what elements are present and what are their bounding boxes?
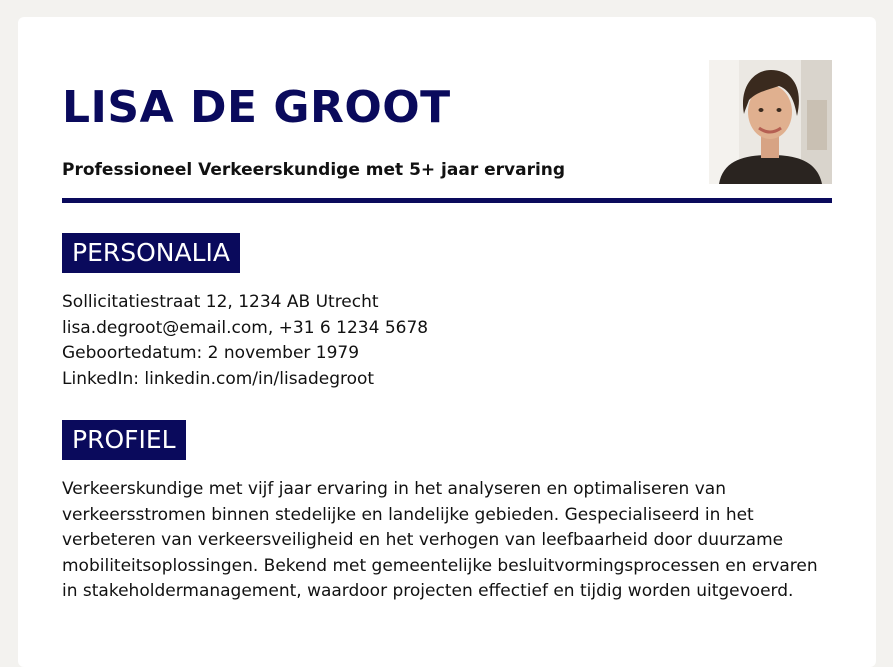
section-heading-personalia: PERSONALIA	[62, 233, 240, 273]
candidate-name: LISA DE GROOT	[62, 82, 451, 133]
profile-summary: Verkeerskundige met vijf jaar ervaring in het analyseren en optimaliseren van verkeersstromen binnen stedelijke en landelijke gebieden. Gespecialiseerd in het verbeteren van verkeersveiligheid en het verhogen van leefbaarheid door duurzame mobiliteitsoplossingen. Bekend met gemeentelijke besluitvormingsprocessen en ervaren in stakeholdermanagement, waardoor projecten effectief en tijdig worden uitgevoerd.	[62, 479, 818, 601]
address-line: Sollicitatiestraat 12, 1234 AB Utrecht	[62, 292, 379, 312]
portrait-image	[709, 60, 832, 184]
header-divider	[62, 198, 832, 203]
professional-headline: Professioneel Verkeerskundige met 5+ jaar ervaring	[62, 160, 566, 180]
email-phone-line: lisa.degroot@email.com, +31 6 1234 5678	[62, 317, 429, 338]
contact-details	[62, 290, 822, 393]
section-heading-profiel: PROFIEL	[62, 420, 186, 460]
profile-photo	[709, 60, 832, 184]
resume-page	[18, 17, 876, 667]
birthdate-line: Geboortedatum: 2 november 1979	[62, 343, 360, 364]
linkedin-line: LinkedIn: linkedin.com/in/lisadegroot	[62, 369, 375, 390]
